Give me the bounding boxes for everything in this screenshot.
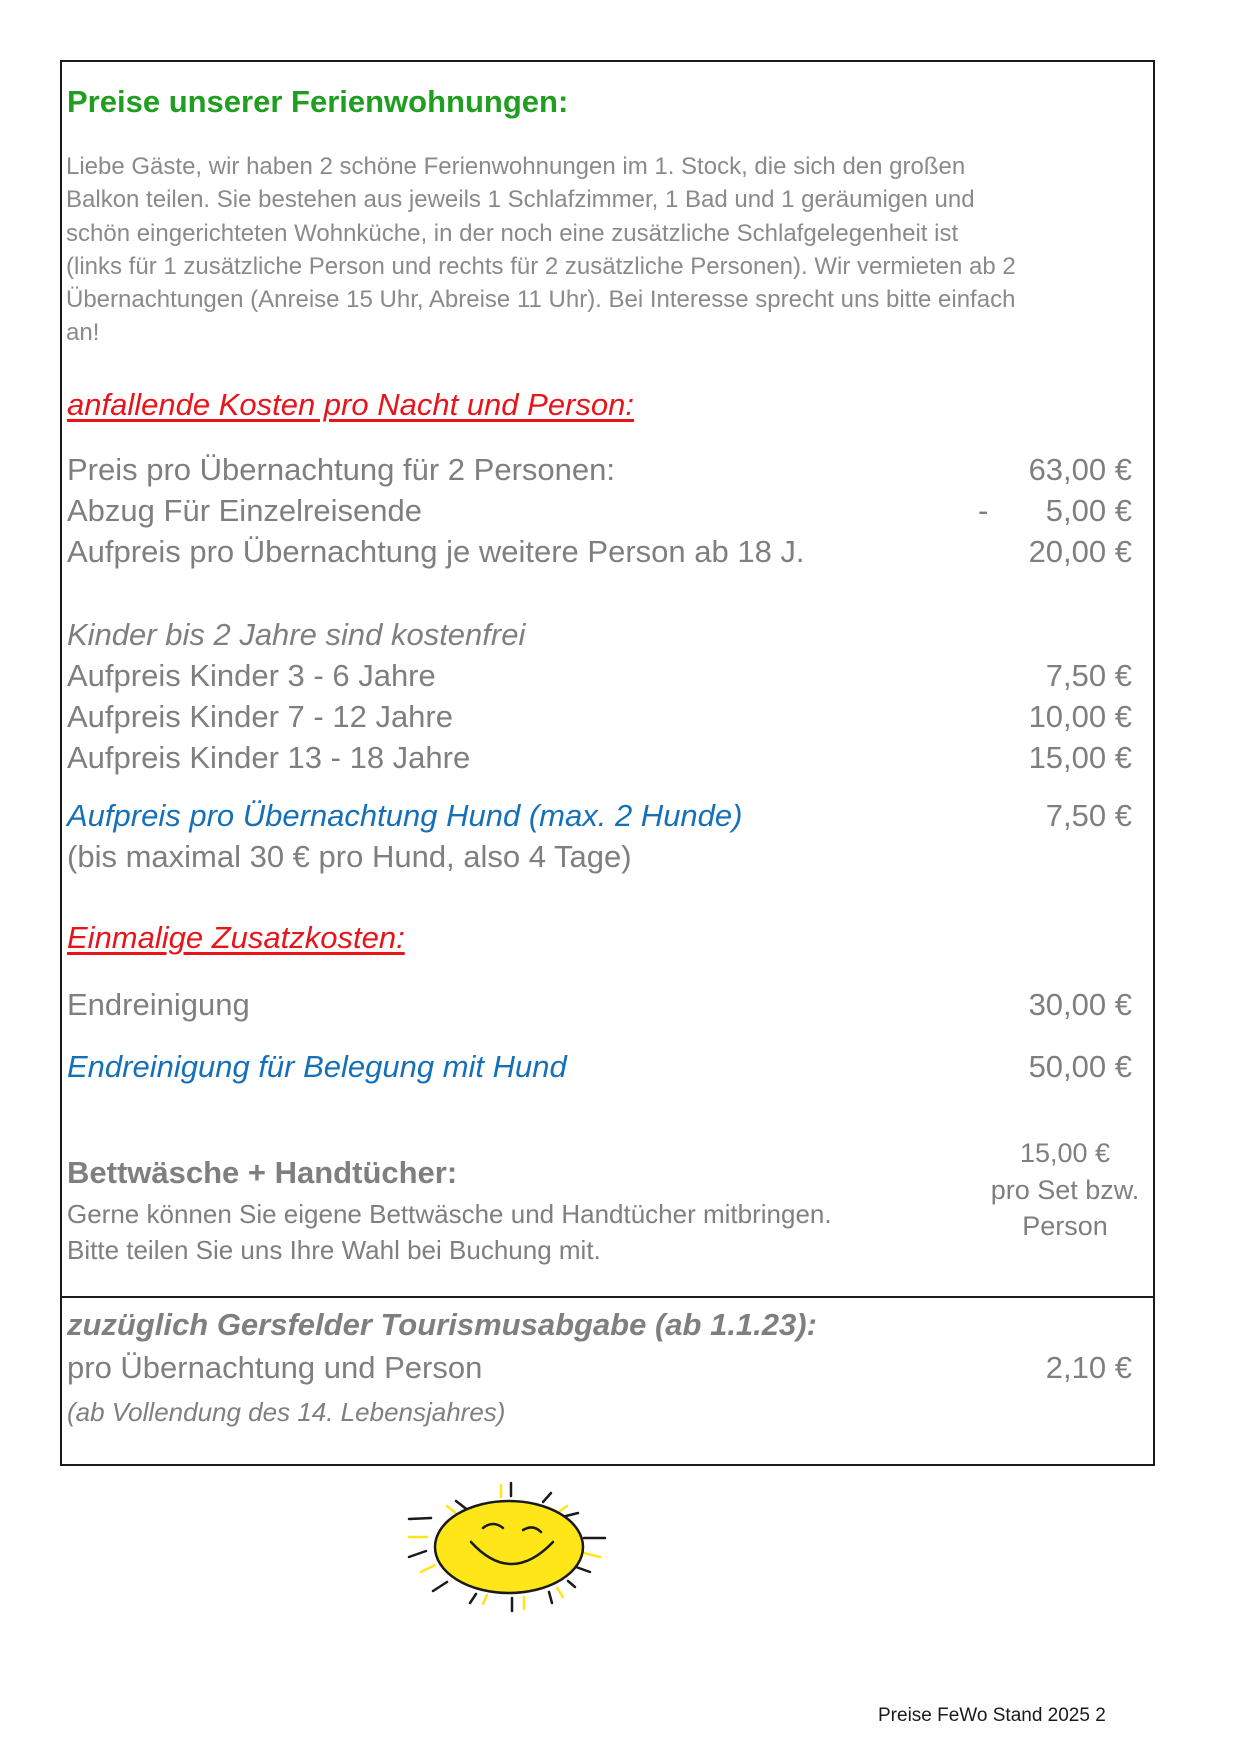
- children-row-value: 10,00 €: [1028, 699, 1132, 734]
- price-row-label: Preis pro Übernachtung für 2 Personen:: [67, 452, 615, 487]
- children-free-note: Kinder bis 2 Jahre sind kostenfrei: [67, 617, 526, 652]
- cleaning-label: Endreinigung: [67, 987, 250, 1022]
- price-row-value: 5,00 €: [1045, 493, 1132, 528]
- dog-surcharge-label: Aufpreis pro Übernachtung Hund (max. 2 Hunde): [67, 798, 743, 833]
- linen-price-line: pro Set bzw.: [990, 1174, 1140, 1205]
- intro-line: Liebe Gäste, wir haben 2 schöne Ferienwohnungen im 1. Stock, die sich den großen: [66, 153, 966, 180]
- cleaning-dog-label: Endreinigung für Belegung mit Hund: [67, 1049, 567, 1084]
- tax-divider: [60, 1296, 1155, 1298]
- linen-note: Gerne können Sie eigene Bettwäsche und Handtücher mitbringen.: [67, 1199, 832, 1229]
- minus-sign: -: [978, 493, 989, 528]
- smiling-sun-icon: [385, 1478, 645, 1620]
- price-row-value: 63,00 €: [1028, 452, 1132, 487]
- tourism-tax-label: pro Übernachtung und Person: [67, 1350, 483, 1385]
- intro-line: Balkon teilen. Sie bestehen aus jeweils 1 Schlafzimmer, 1 Bad und 1 geräumigen und: [66, 186, 975, 214]
- onetime-costs-heading: Einmalige Zusatzkosten:: [67, 920, 405, 955]
- dog-surcharge-value: 7,50 €: [1045, 798, 1132, 833]
- children-row-label: Aufpreis Kinder 13 - 18 Jahre: [67, 740, 471, 775]
- tourism-tax-value: 2,10 €: [1045, 1350, 1132, 1385]
- linen-price-line: Person: [1022, 1211, 1108, 1241]
- children-row-label: Aufpreis Kinder 3 - 6 Jahre: [67, 658, 436, 693]
- linen-heading: Bettwäsche + Handtücher:: [67, 1155, 458, 1190]
- tourism-tax-note: (ab Vollendung des 14. Lebensjahres): [67, 1397, 506, 1427]
- children-row-value: 7,50 €: [1045, 658, 1132, 693]
- page-title: Preise unserer Ferienwohnungen:: [67, 84, 569, 119]
- intro-line: (links für 1 zusätzliche Person und rechts für 2 zusätzliche Personen). Wir vermieten ab 2: [66, 252, 1016, 280]
- price-row-label: Aufpreis pro Übernachtung je weitere Person ab 18 J.: [67, 534, 805, 569]
- price-row-label: Abzug Für Einzelreisende: [67, 493, 422, 528]
- intro-paragraph: [66, 150, 1151, 350]
- children-row-label: Aufpreis Kinder 7 - 12 Jahre: [67, 699, 453, 734]
- dog-surcharge-note: (bis maximal 30 € pro Hund, also 4 Tage): [67, 839, 632, 874]
- linen-note: Bitte teilen Sie uns Ihre Wahl bei Buchung mit.: [67, 1235, 601, 1265]
- intro-line: schön eingerichteten Wohnküche, in der noch eine zusätzliche Schlafgelegenheit ist: [66, 219, 959, 247]
- cleaning-dog-value: 50,00 €: [1028, 1049, 1132, 1084]
- tourism-tax-heading: zuzüglich Gersfelder Tourismusabgabe (ab 1.1.23):: [67, 1307, 817, 1342]
- linen-price: [975, 1135, 1155, 1245]
- price-row-value: 20,00 €: [1028, 534, 1132, 569]
- nightly-costs-heading: anfallende Kosten pro Nacht und Person:: [67, 387, 634, 422]
- cleaning-value: 30,00 €: [1028, 987, 1132, 1022]
- intro-line: Übernachtungen (Anreise 15 Uhr, Abreise 11 Uhr). Bei Interesse sprecht uns bitte einfach: [66, 286, 1016, 314]
- footer-text: Preise FeWo Stand 2025 2: [878, 1705, 1106, 1726]
- linen-price-line: 15,00 €: [1019, 1138, 1111, 1168]
- children-row-value: 15,00 €: [1028, 740, 1132, 775]
- intro-line: an!: [66, 319, 100, 347]
